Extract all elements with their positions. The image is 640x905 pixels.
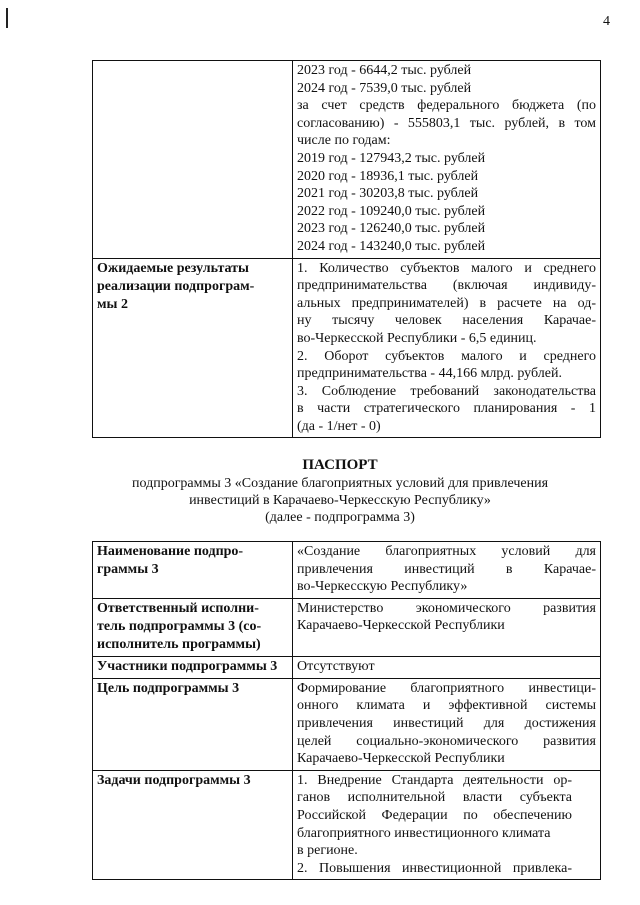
label-line: мы 2 [97, 296, 128, 312]
value-line: «Создание благоприятных условий для [297, 544, 596, 559]
margin-mark [6, 8, 8, 28]
result-line: в части стратегического планирования - 1 [297, 401, 596, 417]
result-line: альных предпринимателей) в расчете на од- [297, 295, 596, 311]
table-row [93, 678, 601, 770]
label-line: исполнитель программы) [97, 636, 261, 652]
result-line: во-Черкесской Республики - 6,5 единиц. [297, 330, 537, 346]
value-line: Карачаево-Черкесской Республики [297, 618, 505, 634]
funding-line: 2019 год - 127943,2 тыс. рублей [297, 150, 486, 166]
results-cell [293, 258, 601, 438]
funding-line: числе по годам: [297, 133, 391, 149]
value-line: в регионе. [297, 843, 358, 859]
value-line: Российской Федерации по обеспечению [297, 807, 572, 823]
participants-label-cell [93, 656, 293, 678]
value-line: Формирование благоприятного инвестици- [297, 680, 596, 696]
subtitle-line: инвестиций в Карачаево-Черкесскую Республику» [189, 493, 491, 508]
label-line: Участники подпрограммы 3 [97, 658, 278, 674]
subprogram2-table [92, 60, 601, 438]
funding-line: 2023 год - 6644,2 тыс. рублей [297, 63, 472, 78]
value-line: ганов исполнительной власти субъекта [297, 790, 572, 806]
table-row [93, 61, 601, 259]
table-row [93, 542, 601, 599]
value-line: привлечения инвестиций для достижения [297, 715, 596, 731]
label-line: Наименование подпро- [97, 544, 244, 559]
funding-cell [293, 61, 601, 259]
executor-value-cell [293, 598, 601, 656]
label-line: Задачи подпрограммы 3 [97, 772, 251, 788]
subtitle-line: подпрограммы 3 «Создание благоприятных условий для привлечения [131, 476, 549, 491]
tasks-label-cell [93, 770, 293, 880]
tasks-value-cell [293, 770, 601, 880]
results-label-cell [93, 258, 293, 438]
goal-label-cell [93, 678, 293, 770]
value-line: целей социально-экономического развития [297, 733, 596, 749]
label-line: Ответственный исполни- [97, 600, 259, 616]
value-line: во-Черкесскую Республику» [297, 579, 468, 595]
label-line: граммы 3 [97, 562, 159, 577]
funding-line: 2024 год - 7539,0 тыс. рублей [297, 80, 472, 96]
result-line: предпринимательства (включая индивиду- [297, 278, 596, 294]
result-line: (да - 1/нет - 0) [297, 418, 381, 434]
result-line: ну тысячу человек населения Карачае- [297, 313, 596, 329]
value-line: 2. Повышения инвестиционной привлека- [297, 860, 572, 876]
funding-line: 2022 год - 109240,0 тыс. рублей [297, 203, 486, 219]
table-row [93, 598, 601, 656]
goal-value-cell [293, 678, 601, 770]
result-line: 3. Соблюдение требований законодательства [297, 383, 596, 399]
funding-line: 2020 год - 18936,1 тыс. рублей [297, 168, 479, 184]
label-line: тель подпрограммы 3 (со- [97, 618, 262, 634]
participants-value-cell [293, 656, 601, 678]
table-row [93, 770, 601, 880]
table-row [93, 656, 601, 678]
name-value-cell [293, 542, 601, 599]
value-line: привлечения инвестиций в Карачае- [297, 561, 596, 577]
funding-line: 2024 год - 143240,0 тыс. рублей [297, 238, 486, 254]
funding-line: 2023 год - 126240,0 тыс. рублей [297, 221, 486, 237]
value-line: Карачаево-Черкесской Республики [297, 751, 505, 767]
value-line: 1. Внедрение Стандарта деятельности ор- [297, 772, 572, 788]
label-line: Ожидаемые результаты [97, 260, 249, 276]
table-row [93, 258, 601, 438]
value-line: онного климата и эффективной системы [297, 698, 596, 714]
result-line: 1. Количество субъектов малого и среднего [297, 260, 596, 276]
funding-line: согласованию) - 555803,1 тыс. рублей, в том [297, 115, 596, 131]
page-number: 4 [603, 14, 610, 29]
name-label-cell [93, 542, 293, 599]
result-line: 2. Оборот субъектов малого и среднего [297, 348, 596, 364]
value-line: Министерство экономического развития [297, 600, 596, 616]
subtitle-line: (далее - подпрограмма 3) [265, 510, 415, 525]
funding-line: за счет средств федерального бюджета (по [297, 98, 596, 114]
result-line: предпринимательства - 44,166 млрд. рублей. [297, 366, 562, 382]
subprogram3-table [92, 541, 601, 880]
executor-label-cell [93, 598, 293, 656]
passport-title: ПАСПОРТ [302, 457, 378, 473]
funding-line: 2021 год - 30203,8 тыс. рублей [297, 186, 479, 202]
label-line: реализации подпрограм- [97, 278, 255, 294]
label-cell [93, 61, 293, 259]
value-line: благоприятного инвестиционного климата [297, 825, 551, 841]
value-line: Отсутствуют [297, 658, 375, 674]
label-line: Цель подпрограммы 3 [97, 680, 240, 696]
passport-subtitle [60, 475, 620, 526]
